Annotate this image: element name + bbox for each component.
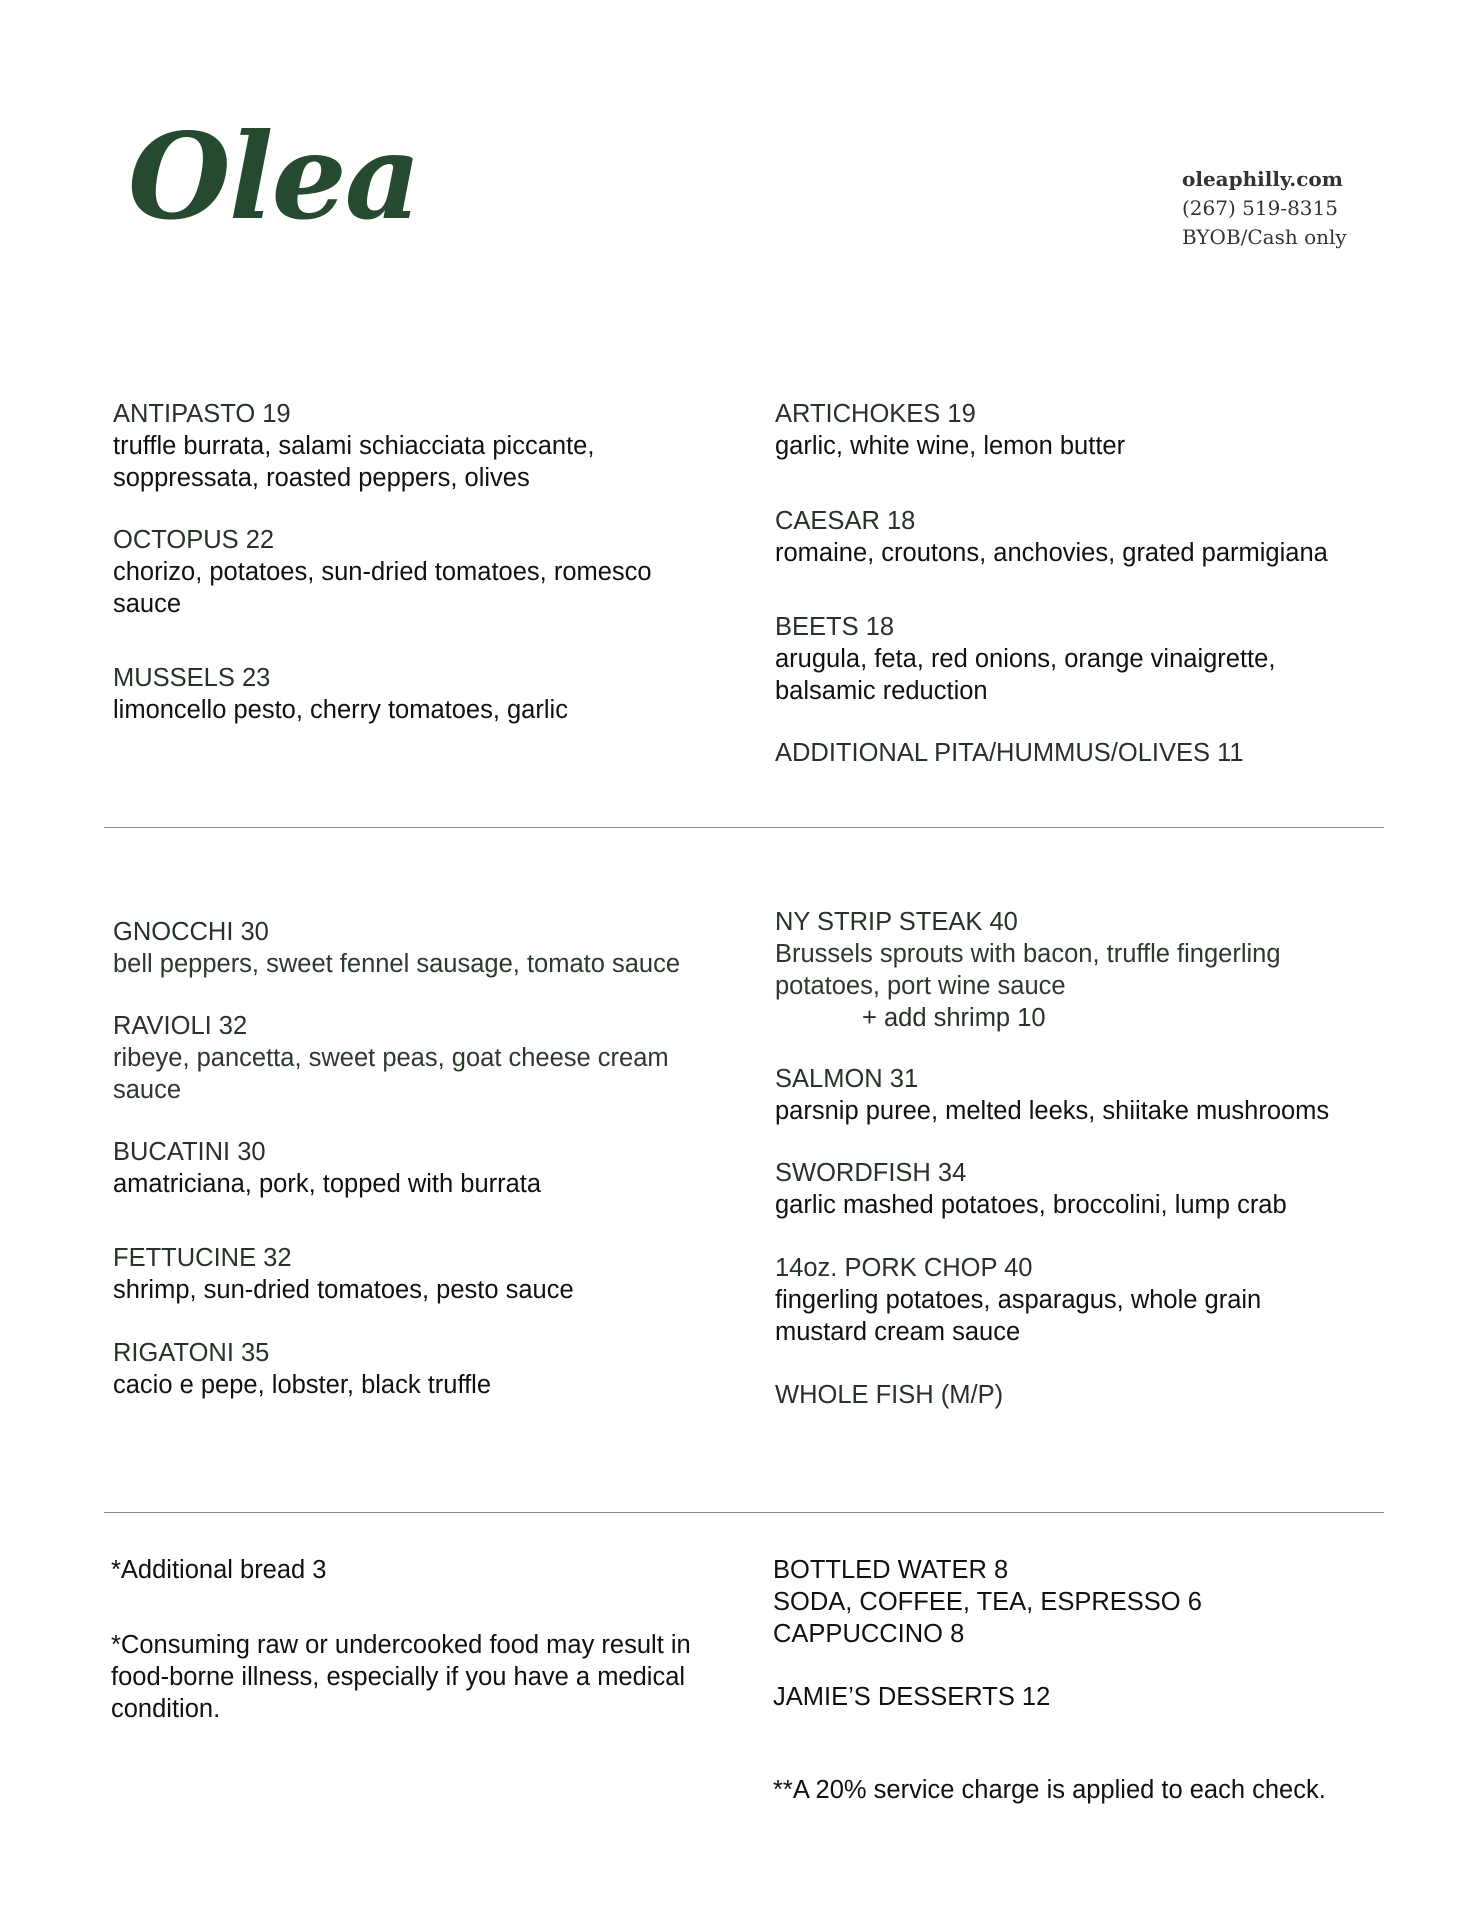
menu-item-caesar (775, 505, 1395, 569)
item-description: garlic mashed potatoes, broccolini, lump crab (775, 1191, 1287, 1219)
drinks-list (773, 1554, 1202, 1650)
menu-item-ny-strip-steak (775, 906, 1395, 1034)
menu-item-pork-chop (775, 1252, 1395, 1348)
item-name: CAESAR 18 (775, 507, 916, 535)
website-link[interactable]: oleaphilly.com (1182, 167, 1343, 191)
item-name: FETTUCINE 32 (113, 1244, 292, 1272)
menu-item-whole-fish (775, 1379, 1395, 1411)
item-name: BEETS 18 (775, 613, 895, 641)
menu-item-fettucine (113, 1242, 733, 1306)
item-name: ADDITIONAL PITA/HUMMUS/OLIVES 11 (775, 739, 1244, 767)
service-charge-note: **A 20% service charge is applied to each check. (773, 1776, 1326, 1804)
menu-item-bucatini (113, 1136, 733, 1200)
item-name: 14oz. PORK CHOP 40 (775, 1254, 1033, 1282)
item-description: cacio e pepe, lobster, black truffle (113, 1371, 492, 1399)
drink-item: SODA, COFFEE, TEA, ESPRESSO 6 (773, 1588, 1202, 1616)
menu-item-ravioli (113, 1010, 733, 1106)
item-name: ARTICHOKES 19 (775, 400, 976, 428)
item-description: bell peppers, sweet fennel sausage, tomato sauce (113, 950, 681, 978)
item-description: limoncello pesto, cherry tomatoes, garlic (113, 696, 568, 724)
menu-item-additional-pita (775, 737, 1395, 769)
item-name: SWORDFISH 34 (775, 1159, 967, 1187)
item-name: ANTIPASTO 19 (113, 400, 291, 428)
menu-item-mussels (113, 662, 733, 726)
drink-item: BOTTLED WATER 8 (773, 1556, 1009, 1584)
item-name: MUSSELS 23 (113, 664, 271, 692)
item-name: GNOCCHI 30 (113, 918, 269, 946)
contact-info (1182, 165, 1347, 252)
section-divider (104, 827, 1384, 828)
payment-policy: BYOB/Cash only (1182, 225, 1347, 249)
section-divider (104, 1512, 1384, 1513)
item-description: fingerling potatoes, asparagus, whole grain mustard cream sauce (775, 1286, 1262, 1346)
item-description: arugula, feta, red onions, orange vinaigrette, balsamic reduction (775, 645, 1276, 705)
item-description: ribeye, pancetta, sweet peas, goat cheese cream sauce (113, 1044, 669, 1104)
menu-item-rigatoni (113, 1337, 733, 1401)
item-description: romaine, croutons, anchovies, grated parmigiana (775, 539, 1328, 567)
menu-item-swordfish (775, 1157, 1395, 1221)
menu-item-antipasto (113, 398, 733, 494)
item-name: WHOLE FISH (M/P) (775, 1381, 1004, 1409)
menu-item-octopus (113, 524, 733, 620)
item-description: parsnip puree, melted leeks, shiitake mushrooms (775, 1097, 1330, 1125)
item-description: truffle burrata, salami schiacciata piccante, soppressata, roasted peppers, olives (113, 432, 595, 492)
item-description: Brussels sprouts with bacon, truffle fingerling potatoes, port wine sauce (775, 940, 1281, 1000)
menu-item-salmon (775, 1063, 1395, 1127)
menu-item-gnocchi (113, 916, 733, 980)
item-addon: + add shrimp 10 (862, 1004, 1046, 1032)
item-description: amatriciana, pork, topped with burrata (113, 1170, 542, 1198)
item-name: RIGATONI 35 (113, 1339, 270, 1367)
menu-item-beets (775, 611, 1395, 707)
food-safety-warning: *Consuming raw or undercooked food may result in food-borne illness, especially if you have a medical condition. (111, 1631, 691, 1723)
drink-item: CAPPUCCINO 8 (773, 1620, 965, 1648)
desserts-item: JAMIE’S DESSERTS 12 (773, 1683, 1051, 1711)
item-description: chorizo, potatoes, sun-dried tomatoes, romesco sauce (113, 558, 652, 618)
item-name: SALMON 31 (775, 1065, 919, 1093)
phone-number: (267) 519-8315 (1182, 196, 1338, 220)
restaurant-logo: Olea (128, 107, 420, 246)
item-name: OCTOPUS 22 (113, 526, 275, 554)
item-description: garlic, white wine, lemon butter (775, 432, 1126, 460)
item-name: RAVIOLI 32 (113, 1012, 248, 1040)
item-name: BUCATINI 30 (113, 1138, 266, 1166)
additional-bread-note: *Additional bread 3 (111, 1556, 327, 1584)
menu-item-artichokes (775, 398, 1395, 462)
item-description: shrimp, sun-dried tomatoes, pesto sauce (113, 1276, 574, 1304)
item-name: NY STRIP STEAK 40 (775, 908, 1018, 936)
